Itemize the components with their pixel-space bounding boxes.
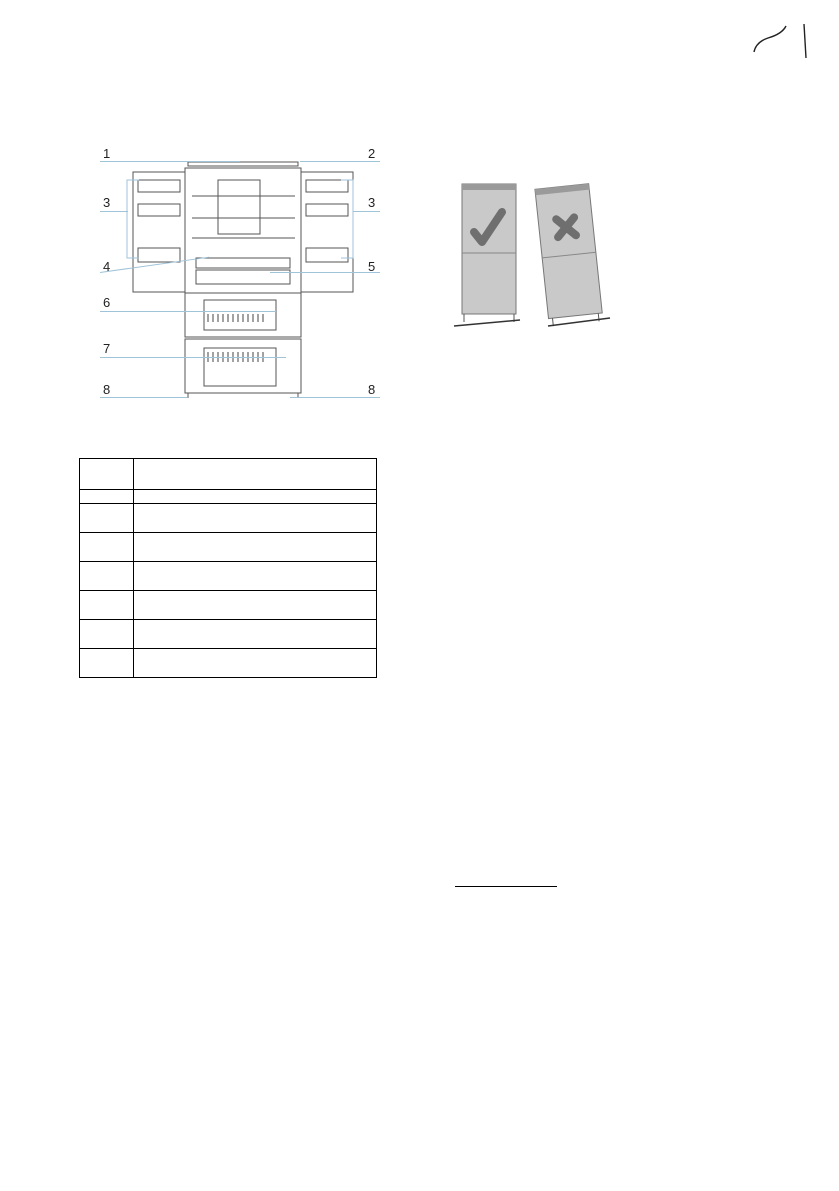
table-cell-description bbox=[134, 490, 377, 504]
table-cell-description bbox=[134, 459, 377, 490]
leader-line-2 bbox=[300, 161, 380, 162]
leader-line-3-left bbox=[100, 211, 128, 212]
table-row bbox=[80, 459, 377, 490]
table-cell-number bbox=[80, 620, 134, 649]
callout-number: 8 bbox=[103, 382, 111, 397]
callout-number: 6 bbox=[103, 295, 111, 310]
table-cell-description bbox=[134, 591, 377, 620]
table-cell-description bbox=[134, 649, 377, 678]
table-cell-number bbox=[80, 591, 134, 620]
leader-line-8-left bbox=[100, 397, 187, 398]
callout-number: 4 bbox=[103, 259, 111, 274]
leveling-illustration bbox=[450, 180, 620, 330]
table-row bbox=[80, 591, 377, 620]
parts-table bbox=[79, 458, 377, 678]
underline-rule bbox=[455, 886, 557, 887]
leader-line-5 bbox=[270, 272, 380, 273]
leader-line-7 bbox=[100, 357, 286, 358]
callout-number: 3 bbox=[368, 195, 376, 210]
table-cell-description bbox=[134, 504, 377, 533]
leader-line-3-right bbox=[353, 211, 380, 212]
table-row bbox=[80, 490, 377, 504]
table-cell-description bbox=[134, 620, 377, 649]
fridge-upright-correct bbox=[454, 184, 520, 326]
fridge-tilted-incorrect bbox=[535, 184, 603, 327]
callout-number: 3 bbox=[103, 195, 111, 210]
callout-number: 8 bbox=[368, 382, 376, 397]
table-row bbox=[80, 649, 377, 678]
table-cell-number bbox=[80, 504, 134, 533]
table-cell-number bbox=[80, 533, 134, 562]
callout-number: 2 bbox=[368, 146, 376, 161]
callout-number: 1 bbox=[103, 146, 111, 161]
callout-number: 5 bbox=[368, 259, 376, 274]
leader-line-8-right bbox=[290, 397, 380, 398]
table-cell-description bbox=[134, 533, 377, 562]
table-cell-number bbox=[80, 649, 134, 678]
table-cell-number bbox=[80, 490, 134, 504]
table-cell-number bbox=[80, 459, 134, 490]
table-row bbox=[80, 504, 377, 533]
table-cell-description bbox=[134, 562, 377, 591]
callout-number: 7 bbox=[103, 341, 111, 356]
table-row bbox=[80, 620, 377, 649]
table-row bbox=[80, 533, 377, 562]
leader-line-1 bbox=[100, 161, 240, 162]
table-row bbox=[80, 562, 377, 591]
page-corner-mark bbox=[752, 24, 812, 64]
leader-line-6 bbox=[100, 311, 276, 312]
table-cell-number bbox=[80, 562, 134, 591]
